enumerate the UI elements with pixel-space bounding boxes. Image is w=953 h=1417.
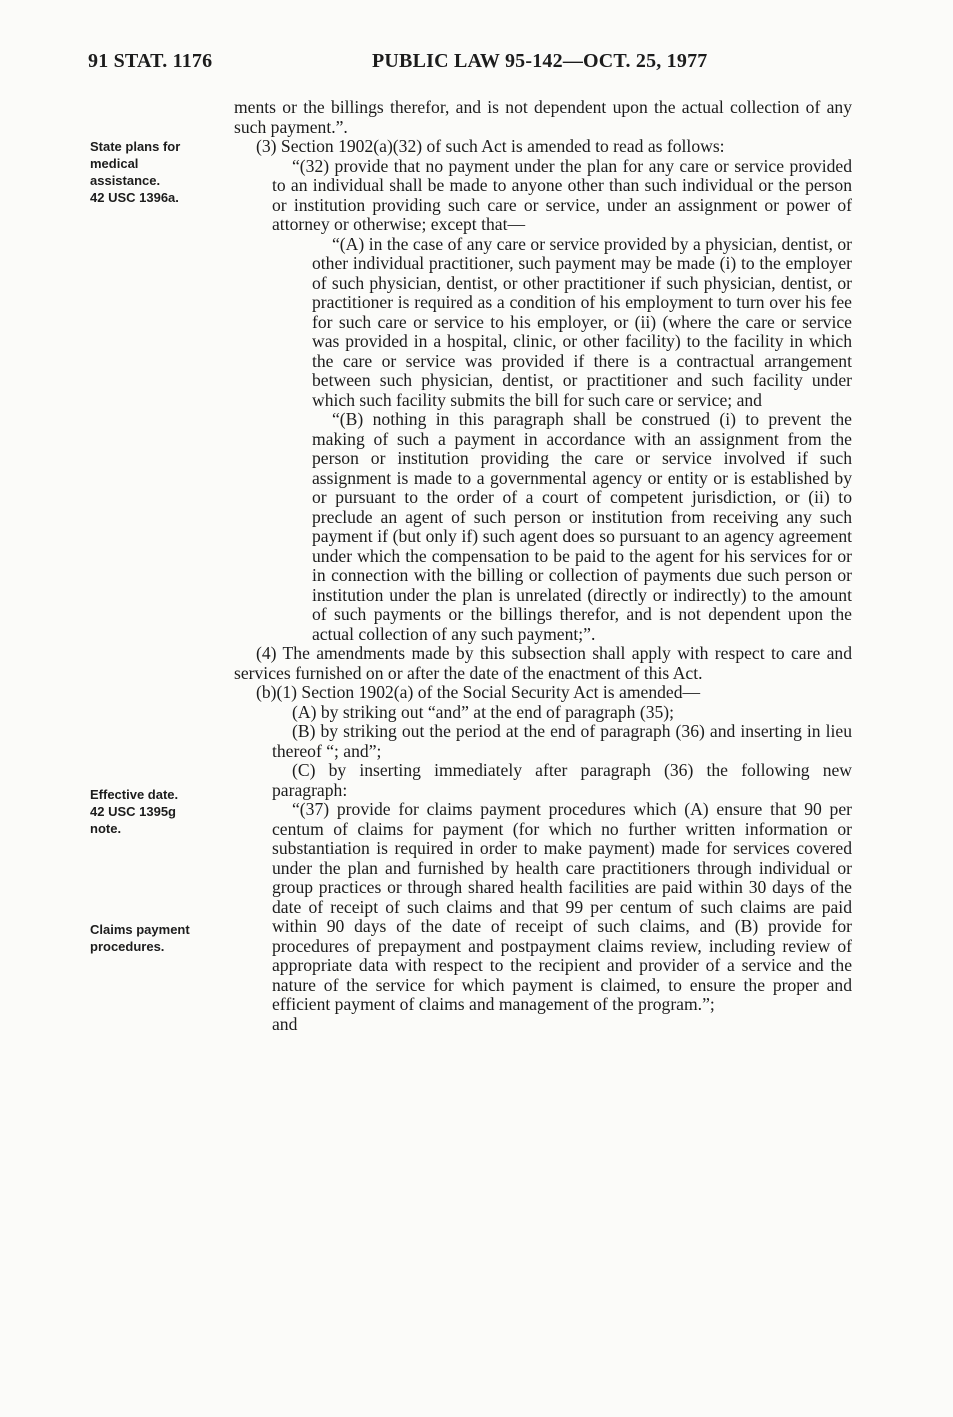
margin-note-state-plans: State plans for medical assistance. 42 USC 1396a.	[90, 139, 181, 205]
paragraph-continuation: ments or the billings therefor, and is not dependent upon the actual collection of any such payment.”.	[234, 97, 852, 137]
paragraph-37: “(37) provide for claims payment procedures which (A) ensure that 90 per centum of claims for payment (for which no further written information or substantiation is required in order to make payment) made for services covered under the plan and furnished by health care practitioners through individual or group practices or through shared health facilities are paid within 30 days of the date of receipt of such claims and that 99 per centum of such claims are paid within 90 days of the date of receipt of such claims, and (B) provide for procedures of prepayment and postpayment claims review, including review of appropriate data with respect to the recipient and provider of a service and the nature of the service for which payment is claimed, to ensure the proper and efficient payment of claims and management of the program.”;	[272, 799, 852, 1014]
running-header: PUBLIC LAW 95-142—OCT. 25, 1977	[372, 50, 708, 72]
paragraph-32: “(32) provide that no payment under the plan for any care or service provided to an individual shall be made to anyone other than such individual or the person or institution providing such care or service, under an assignment or power of attorney or otherwise; except that—	[272, 155, 852, 234]
body-text	[234, 98, 852, 1034]
paragraph-and: and	[272, 1013, 298, 1034]
paragraph-3: (3) Section 1902(a)(32) of such Act is amended to read as follows:	[256, 136, 725, 156]
margin-note-claims-payment: Claims payment procedures.	[90, 922, 190, 954]
paragraph-b-1: (b)(1) Section 1902(a) of the Social Security Act is amended—	[256, 682, 701, 702]
margin-note-effective-date: Effective date. 42 USC 1395g note.	[90, 787, 179, 836]
paragraph-b-1-b: (B) by striking out the period at the end of paragraph (36) and inserting in lieu thereof “; and”;	[272, 721, 852, 761]
paragraph-b-1-a: (A) by striking out “and” at the end of paragraph (35);	[292, 701, 675, 722]
paragraph-b-1-c: (C) by inserting immediately after paragraph (36) the following new paragraph:	[272, 760, 852, 800]
page-stat-number: 91 STAT. 1176	[88, 50, 213, 72]
paragraph-32-b: “(B) nothing in this paragraph shall be construed (i) to prevent the making of such a payment in accordance with an assignment from the person or institution providing the care or service involved if such assignment is made to a governmental agency or entity or is established by or pursuant to the order of a court of competent jurisdiction, or (ii) to preclude an agent of such person or institution from receiving any such payment if (but only if) such agent does so pursuant to an agency agreement under which the compensation to be paid to the agent for his services for or in connection with the billing or collection of payments due such person or institution under the plan is unrelated (directly or indirectly) to the amount of such payments or the billings therefor, and is not dependent upon the actual collection of any such payment;”.	[312, 409, 852, 644]
paragraph-32-a: “(A) in the case of any care or service provided by a physician, dentist, or other individual practitioner, such payment may be made (i) to the employer of such physician, dentist, or other practitioner if such physician, dentist, or practitioner is required as a condition of his employment to turn over his fee for such care or service to his employer, or (ii) (where the care or service was provided in a hospital, clinic, or other facility) to the facility in which the care or service was provided if there is a contractual arrangement between such physician, dentist, or practitioner and such facility under which such facility submits the bill for such care or service; and	[312, 233, 852, 410]
paragraph-4: (4) The amendments made by this subsection shall apply with respect to care and services furnished on or after the date of the enactment of this Act.	[234, 643, 852, 683]
